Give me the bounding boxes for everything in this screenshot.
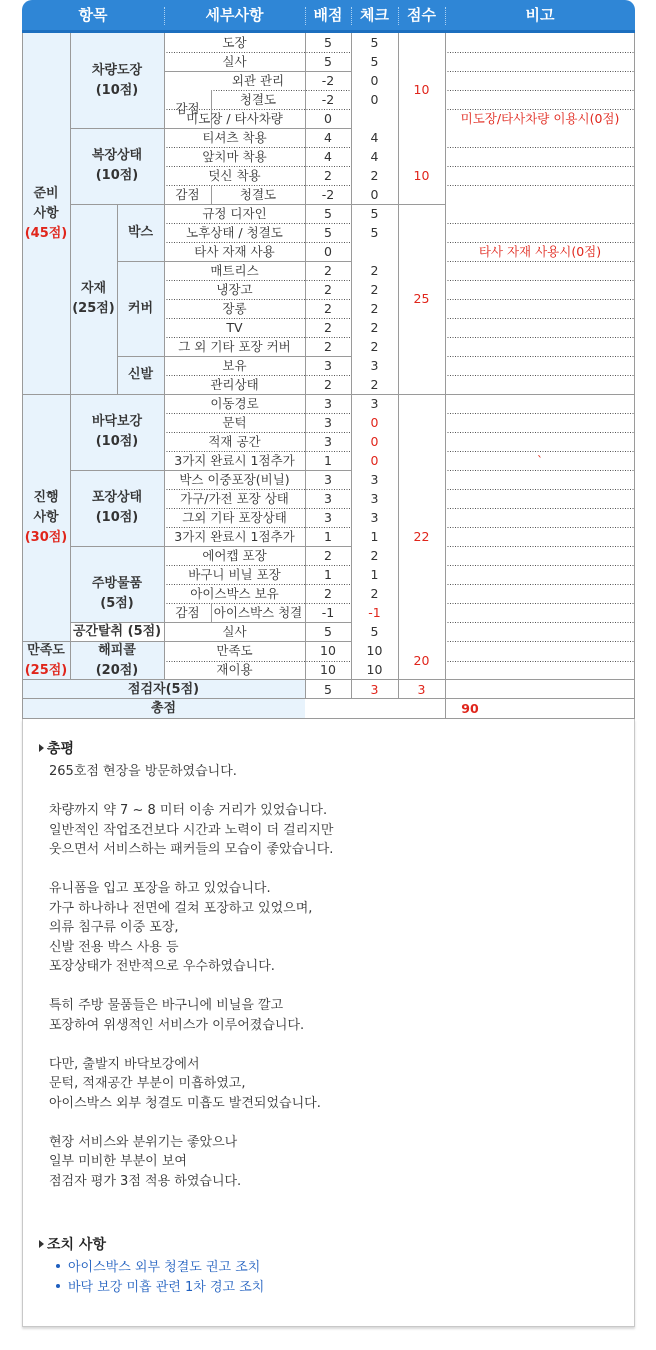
detail-label: 외관 관리: [231, 72, 285, 88]
check-value: 0: [370, 452, 379, 468]
detail-label: 아이스박스 청결: [213, 604, 303, 620]
check-value: 2: [370, 300, 379, 316]
paragraph-gap: [49, 1113, 333, 1133]
review-line: 일부 미비한 부분이 보여: [49, 1154, 187, 1169]
paragraph-gap: [49, 860, 333, 880]
group-attire-line: 복장상태: [91, 148, 143, 163]
allotted-value: 0: [324, 243, 332, 259]
check-value: 0: [370, 72, 379, 88]
group-happycall-line: (20점): [95, 663, 139, 678]
allotted-value: 1: [324, 528, 332, 544]
allotted-value: 0: [324, 110, 332, 126]
check-value: 2: [370, 167, 379, 183]
actions-heading: [39, 1234, 106, 1254]
check-value: 2: [370, 376, 379, 392]
actions-title: 조치 사항: [47, 1237, 106, 1253]
group-floor-line: (10점): [95, 434, 139, 449]
group-packing-line: (10점): [95, 510, 139, 525]
note-text: 미도장/타사차량 이용시(0점): [460, 110, 620, 126]
total-value: 90: [461, 701, 479, 716]
detail-label: 노후상태 / 청결도: [186, 224, 283, 240]
group-material: [70, 204, 117, 394]
allotted-value: 2: [324, 300, 332, 316]
header-allotted: 배점: [313, 6, 343, 24]
check-value: 5: [370, 224, 379, 240]
detail-label: 아이스박스 보유: [190, 585, 279, 601]
detail-label: 덧신 착용: [208, 167, 261, 183]
allotted-value: 2: [324, 281, 332, 297]
group-happycall-line: 해피콜: [98, 643, 136, 658]
score-happycall: 20: [413, 653, 430, 668]
allotted-value: 2: [324, 167, 332, 183]
detail-label: 그외 기타 포장상태: [182, 509, 287, 525]
allotted-value: -1: [321, 604, 335, 620]
detail-label: 재이용: [216, 661, 253, 677]
detail-label: 관리상태: [210, 376, 259, 392]
score-table: [22, 33, 635, 719]
allotted-value: 5: [324, 224, 332, 240]
total-label: 총점: [150, 701, 177, 716]
paragraph-gap: [49, 977, 333, 997]
check-value: 3: [370, 681, 379, 697]
score-attire: 10: [413, 167, 430, 183]
allotted-value: -2: [321, 186, 335, 202]
score-material: 25: [413, 291, 430, 306]
group-space: 공간탈취 (5점): [72, 623, 162, 639]
category-satisfaction-points: (25점): [24, 663, 68, 678]
check-value: 4: [370, 148, 379, 164]
action-item-text: 바닥 보강 미흡 관련 1차 경고 조치: [68, 1280, 265, 1295]
review-line: 일반적인 작업조건보다 시간과 노력이 더 걸리지만: [49, 822, 334, 838]
group-vehicle: [70, 33, 164, 128]
allotted-value: 3: [324, 395, 332, 411]
check-value: 10: [366, 642, 383, 658]
allotted-value: 4: [324, 129, 332, 145]
bullet-icon: [56, 1264, 60, 1268]
category-satisfaction: [22, 642, 70, 680]
group-floor-line: 바닥보강: [91, 414, 143, 429]
review-line: 점검자 평가 3점 적용 하였습니다.: [49, 1173, 242, 1189]
category-progress-line: 사항: [33, 509, 59, 525]
review-line: 포장하여 위생적인 서비스가 이루어졌습니다.: [49, 1017, 305, 1033]
category-progress: [22, 394, 70, 641]
check-value: 3: [370, 471, 379, 487]
detail-label: 냉장고: [216, 281, 253, 297]
allotted-value: 5: [324, 623, 332, 639]
check-value: 2: [370, 262, 379, 278]
check-value: 2: [370, 319, 379, 335]
check-value: -1: [368, 604, 381, 620]
detail-label: 적재 공간: [208, 433, 261, 449]
header-note: 비고: [525, 6, 555, 24]
subgroup-box: 박스: [127, 224, 154, 240]
review-heading: [39, 738, 74, 758]
review-body: [49, 762, 333, 1191]
allotted-value: 5: [324, 205, 332, 221]
review-line: 포장상태가 전반적으로 우수하였습니다.: [49, 959, 275, 974]
allotted-value: 2: [324, 547, 332, 563]
allotted-value: -2: [321, 72, 335, 88]
review-line: 특히 주방 물품들은 바구니에 비닐을 깔고: [49, 998, 284, 1013]
detail-label: 에어캡 포장: [202, 547, 267, 563]
inspector-label: 점검자(5점): [127, 681, 200, 697]
check-value: 10: [366, 661, 383, 677]
review-line: 유니폼을 입고 포장을 하고 있었습니다.: [49, 881, 271, 896]
subgroup-shoe: 신발: [127, 367, 154, 382]
detail-label: 실사: [222, 53, 247, 69]
review-line: 차량까지 약 7 ~ 8 미터 이송 거리가 있었습니다.: [49, 803, 328, 818]
detail-label: 만족도: [216, 642, 253, 658]
check-value: 3: [370, 395, 379, 411]
score-vehicle: 10: [413, 82, 430, 97]
category-prep: [22, 33, 70, 394]
allotted-value: 5: [324, 53, 332, 69]
check-value: 0: [370, 91, 379, 107]
subgroup-cover: 커버: [127, 300, 154, 316]
review-line: 현장 서비스와 분위기는 좋았으나: [49, 1134, 238, 1150]
check-value: 2: [370, 281, 379, 297]
category-prep-line: 사항: [33, 205, 59, 221]
detail-label: 3가지 완료시 1점추가: [174, 528, 295, 544]
group-vehicle-line: (10점): [95, 82, 139, 98]
deduct-label: 감점: [175, 101, 200, 116]
header-score: 점수: [407, 6, 436, 24]
paragraph-gap: [49, 1035, 333, 1055]
bullet-icon: [56, 1284, 60, 1288]
allotted-value: 5: [324, 681, 332, 697]
score-progress: 22: [413, 528, 430, 544]
header-check: 체크: [360, 6, 389, 24]
review-line: 아이스박스 외부 청결도 미흡도 발견되었습니다.: [49, 1095, 321, 1111]
allotted-value: -2: [321, 91, 335, 107]
detail-label: 문턱: [222, 414, 247, 430]
allotted-value: 2: [324, 376, 332, 392]
allotted-value: 3: [324, 490, 332, 506]
header-item: 항목: [78, 6, 108, 24]
detail-label: 가구/가전 포장 상태: [180, 490, 289, 506]
detail-label: 바구니 비닐 포장: [188, 566, 281, 582]
note-text: `: [536, 452, 544, 468]
check-value: 4: [370, 129, 379, 145]
note-text: 타사 자재 사용시(0점): [478, 243, 602, 259]
paragraph-gap: [49, 782, 333, 802]
deduct-label: 감점: [175, 604, 200, 620]
category-progress-line: 진행: [33, 489, 59, 505]
category-progress-points: (30점): [24, 529, 68, 545]
group-happycall: [70, 642, 164, 680]
detail-label: 도장: [222, 34, 247, 50]
triangle-bullet-icon: [39, 744, 44, 752]
detail-label: 규정 디자인: [202, 205, 267, 221]
group-kitchen-line: 주방물품: [91, 575, 143, 591]
review-line: 웃으면서 서비스하는 패커들의 모습이 좋았습니다.: [49, 842, 334, 857]
allotted-value: 2: [324, 319, 332, 335]
check-value: 5: [370, 53, 379, 69]
detail-label: 보유: [222, 357, 247, 373]
check-value: 3: [370, 357, 379, 373]
detail-label: 청결도: [239, 91, 277, 107]
check-value: 0: [370, 433, 379, 449]
detail-label: 실사: [222, 623, 247, 639]
review-line: 가구 하나하나 전면에 걸쳐 포장하고 있었으며,: [49, 900, 313, 916]
check-value: [351, 109, 398, 128]
group-floor: [70, 394, 164, 470]
check-value: [351, 242, 398, 261]
score-inspector: 3: [417, 681, 426, 697]
detail-label: 장롱: [222, 300, 247, 316]
check-value: 5: [370, 205, 379, 221]
group-attire: [70, 128, 164, 204]
review-line: 265호점 현장을 방문하였습니다.: [49, 764, 237, 779]
allotted-value: 3: [324, 509, 332, 525]
allotted-value: 3: [324, 357, 332, 373]
table-header: [22, 0, 635, 33]
review-line: 문턱, 적재공간 부분이 미흡하였고,: [49, 1076, 246, 1091]
allotted-value: 4: [324, 148, 332, 164]
group-packing: [70, 470, 164, 546]
allotted-value: 3: [324, 414, 332, 430]
check-value: 0: [370, 414, 379, 430]
triangle-bullet-icon: [39, 1240, 44, 1248]
detail-label: 청결도: [239, 186, 277, 202]
group-attire-line: (10점): [95, 168, 139, 183]
allotted-value: 10: [320, 661, 336, 677]
group-material-line: (25점): [72, 301, 115, 316]
header-detail: 세부사항: [205, 6, 264, 24]
group-kitchen-line: (5점): [100, 595, 134, 611]
allotted-value: 5: [324, 34, 332, 50]
check-value: 1: [370, 528, 379, 544]
group-vehicle-line: 차량도장: [91, 62, 143, 78]
review-panel: [22, 719, 635, 1327]
detail-label: 미도장 / 타사차량: [186, 110, 283, 126]
allotted-value: 3: [324, 471, 332, 487]
category-satisfaction-line: 만족도: [27, 643, 65, 658]
deduct-label: 감점: [175, 186, 200, 202]
detail-label: 박스 이중포장(비닐): [179, 471, 290, 487]
check-value: 0: [370, 186, 379, 202]
check-value: 5: [370, 34, 379, 50]
review-line: 다만, 출발지 바닥보강에서: [49, 1056, 200, 1072]
allotted-value: 2: [324, 338, 332, 354]
check-value: 2: [370, 547, 379, 563]
action-item: [56, 1258, 264, 1278]
detail-label: 티셔츠 착용: [202, 129, 267, 145]
action-item: [56, 1278, 264, 1298]
review-line: 의류 침구류 이중 포장,: [49, 920, 179, 935]
allotted-value: 10: [320, 642, 336, 658]
detail-label: 이동경로: [210, 395, 259, 411]
allotted-value: 2: [324, 585, 332, 601]
group-packing-line: 포장상태: [91, 490, 143, 505]
action-item-text: 아이스박스 외부 청결도 권고 조치: [68, 1260, 261, 1275]
detail-label: 3가지 완료시 1점추가: [174, 452, 295, 468]
check-value: 5: [370, 623, 379, 639]
detail-label: 매트리스: [210, 262, 259, 278]
allotted-value: 1: [324, 452, 332, 468]
check-value: 2: [370, 338, 379, 354]
category-prep-line: 준비: [33, 185, 59, 201]
detail-label: 그 외 기타 포장 커버: [178, 338, 291, 354]
allotted-value: 2: [324, 262, 332, 278]
group-material-line: 자재: [80, 281, 107, 296]
detail-label: 앞치마 착용: [202, 148, 267, 164]
check-value: 3: [370, 509, 379, 525]
review-line: 신발 전용 박스 사용 등: [49, 939, 179, 955]
detail-label: 타사 자재 사용: [194, 243, 275, 259]
allotted-value: 3: [324, 433, 332, 449]
category-prep-points: (45점): [24, 225, 68, 241]
allotted-value: 1: [324, 566, 332, 582]
check-value: 1: [370, 566, 379, 582]
detail-label: TV: [226, 319, 243, 335]
check-value: 2: [370, 585, 379, 601]
review-title: 총평: [47, 741, 75, 757]
actions-list: [56, 1258, 264, 1298]
check-value: 3: [370, 490, 379, 506]
